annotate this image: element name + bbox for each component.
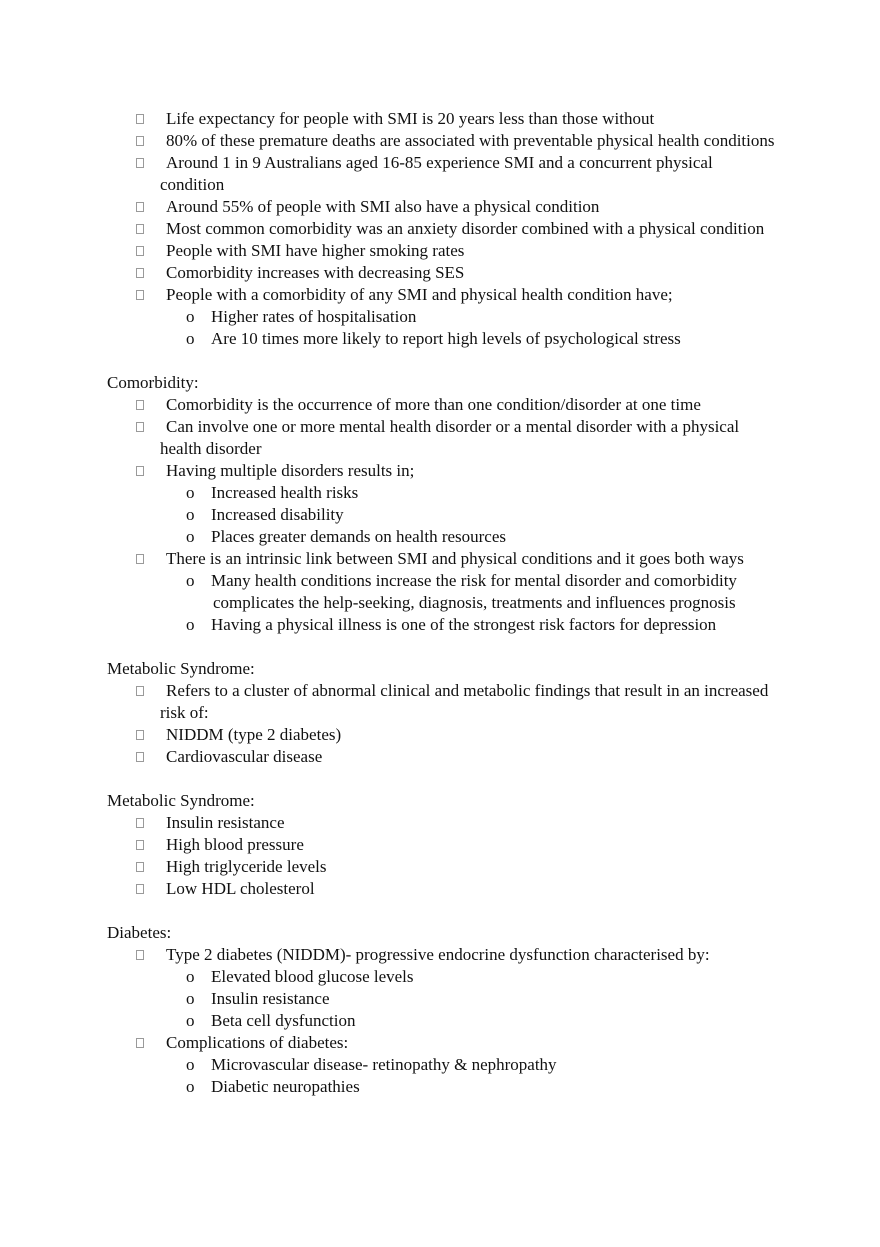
section (0, 658, 880, 768)
circle-bullet-icon: o (186, 1055, 195, 1074)
list-item (0, 548, 880, 570)
bullet-list (0, 812, 880, 900)
list-item (0, 152, 880, 196)
sub-list-item-text: Higher rates of hospitalisation (211, 307, 417, 326)
circle-bullet-icon: o (186, 967, 195, 986)
square-bullet-icon (136, 950, 144, 960)
square-bullet-icon (136, 554, 144, 564)
list-item-text: 80% of these premature deaths are associated with preventable physical health conditions (166, 131, 775, 150)
circle-bullet-icon: o (186, 615, 195, 634)
sub-list-item-text: Are 10 times more likely to report high levels of psychological stress (211, 329, 681, 348)
sub-list-item (186, 614, 880, 636)
list-item (0, 746, 880, 768)
list-item-text: There is an intrinsic link between SMI and physical conditions and it goes both ways (166, 549, 744, 568)
sub-list-item (186, 1010, 880, 1032)
sub-list-item (186, 306, 880, 328)
sub-bullet-list (0, 306, 880, 350)
sub-bullet-list (0, 570, 880, 636)
list-item-text: High blood pressure (166, 835, 304, 854)
square-bullet-icon (136, 136, 144, 146)
sub-list-container (0, 482, 880, 548)
list-item (0, 878, 880, 900)
list-item (0, 460, 880, 482)
sub-list-item (186, 504, 880, 526)
sub-list-container (0, 1054, 880, 1098)
circle-bullet-icon: o (186, 527, 195, 546)
square-bullet-icon (136, 466, 144, 476)
section-heading: Comorbidity: (107, 373, 199, 392)
list-item (0, 724, 880, 746)
square-bullet-icon (136, 268, 144, 278)
section-heading: Metabolic Syndrome: (107, 659, 255, 678)
circle-bullet-icon: o (186, 505, 195, 524)
sub-bullet-list (0, 1054, 880, 1098)
square-bullet-icon (136, 158, 144, 168)
list-item (0, 394, 880, 416)
list-item (0, 240, 880, 262)
list-item-text: Can involve one or more mental health disorder or a mental disorder with a physical health disorder (160, 417, 740, 458)
list-item (0, 812, 880, 834)
list-item-text: Most common comorbidity was an anxiety disorder combined with a physical condition (166, 219, 765, 238)
document-page (0, 108, 880, 1098)
list-item-text: Life expectancy for people with SMI is 20 years less than those without (166, 109, 655, 128)
circle-bullet-icon: o (186, 989, 195, 1008)
section (0, 922, 880, 1098)
square-bullet-icon (136, 862, 144, 872)
sub-list-item (186, 328, 880, 350)
list-item (0, 108, 880, 130)
sub-list-container (0, 306, 880, 350)
list-item-text: Cardiovascular disease (166, 747, 323, 766)
sub-list-item (186, 570, 880, 614)
list-item-text: Insulin resistance (166, 813, 285, 832)
square-bullet-icon (136, 752, 144, 762)
circle-bullet-icon: o (186, 1077, 195, 1096)
square-bullet-icon (136, 224, 144, 234)
sub-list-item (186, 966, 880, 988)
sub-list-item (186, 1054, 880, 1076)
sub-list-item-text: Microvascular disease- retinopathy & nephropathy (211, 1055, 557, 1074)
circle-bullet-icon: o (186, 329, 195, 348)
section (0, 790, 880, 900)
section (0, 108, 880, 350)
list-item-text: Having multiple disorders results in; (166, 461, 415, 480)
square-bullet-icon (136, 840, 144, 850)
square-bullet-icon (136, 400, 144, 410)
bullet-list (0, 680, 880, 768)
list-item (0, 196, 880, 218)
circle-bullet-icon: o (186, 483, 195, 502)
sub-bullet-list (0, 482, 880, 548)
section (0, 372, 880, 636)
sub-list-item (186, 526, 880, 548)
bullet-list (0, 394, 880, 636)
list-item (0, 416, 880, 460)
square-bullet-icon (136, 686, 144, 696)
circle-bullet-icon: o (186, 571, 195, 590)
square-bullet-icon (136, 730, 144, 740)
list-item-text: Comorbidity increases with decreasing SES (166, 263, 465, 282)
sub-list-item (186, 482, 880, 504)
sub-list-item-text: Places greater demands on health resources (211, 527, 507, 546)
square-bullet-icon (136, 202, 144, 212)
sub-list-item-text: Increased health risks (211, 483, 359, 502)
list-item (0, 834, 880, 856)
sub-list-item-text: Elevated blood glucose levels (211, 967, 414, 986)
square-bullet-icon (136, 884, 144, 894)
list-item (0, 680, 880, 724)
list-item-text: People with a comorbidity of any SMI and physical health condition have; (166, 285, 673, 304)
square-bullet-icon (136, 818, 144, 828)
list-item-text: Complications of diabetes: (166, 1033, 349, 1052)
list-item-text: NIDDM (type 2 diabetes) (166, 725, 342, 744)
list-item (0, 1032, 880, 1054)
sub-list-item-text: Having a physical illness is one of the strongest risk factors for depression (211, 615, 717, 634)
sub-list-item (186, 1076, 880, 1098)
square-bullet-icon (136, 290, 144, 300)
circle-bullet-icon: o (186, 1011, 195, 1030)
section-heading: Diabetes: (107, 923, 172, 942)
sub-list-item-text: Diabetic neuropathies (211, 1077, 360, 1096)
list-item (0, 218, 880, 240)
square-bullet-icon (136, 246, 144, 256)
circle-bullet-icon: o (186, 307, 195, 326)
bullet-list (0, 944, 880, 1098)
square-bullet-icon (136, 422, 144, 432)
section-heading: Metabolic Syndrome: (107, 791, 255, 810)
list-item (0, 944, 880, 966)
sub-list-container (0, 570, 880, 636)
list-item (0, 262, 880, 284)
sub-list-item-text: Insulin resistance (211, 989, 330, 1008)
sub-list-item-text: Many health conditions increase the risk for mental disorder and comorbidity complicates the help-seeking, diagnosis, treatments and influences prognosis (211, 571, 737, 612)
sub-list-item-text: Increased disability (211, 505, 344, 524)
list-item (0, 856, 880, 878)
list-item-text: Around 1 in 9 Australians aged 16-85 experience SMI and a concurrent physical condition (160, 153, 713, 194)
square-bullet-icon (136, 114, 144, 124)
list-item-text: Around 55% of people with SMI also have a physical condition (166, 197, 600, 216)
list-item-text: High triglyceride levels (166, 857, 327, 876)
list-item (0, 130, 880, 152)
list-item-text: Refers to a cluster of abnormal clinical and metabolic findings that result in an increased risk of: (160, 681, 769, 722)
list-item-text: Comorbidity is the occurrence of more than one condition/disorder at one time (166, 395, 701, 414)
sub-list-item-text: Beta cell dysfunction (211, 1011, 356, 1030)
list-item-text: People with SMI have higher smoking rates (166, 241, 465, 260)
list-item-text: Low HDL cholesterol (166, 879, 315, 898)
sub-bullet-list (0, 966, 880, 1032)
sub-list-item (186, 988, 880, 1010)
list-item (0, 284, 880, 306)
list-item-text: Type 2 diabetes (NIDDM)- progressive endocrine dysfunction characterised by: (166, 945, 710, 964)
square-bullet-icon (136, 1038, 144, 1048)
bullet-list (0, 108, 880, 350)
sub-list-container (0, 966, 880, 1032)
